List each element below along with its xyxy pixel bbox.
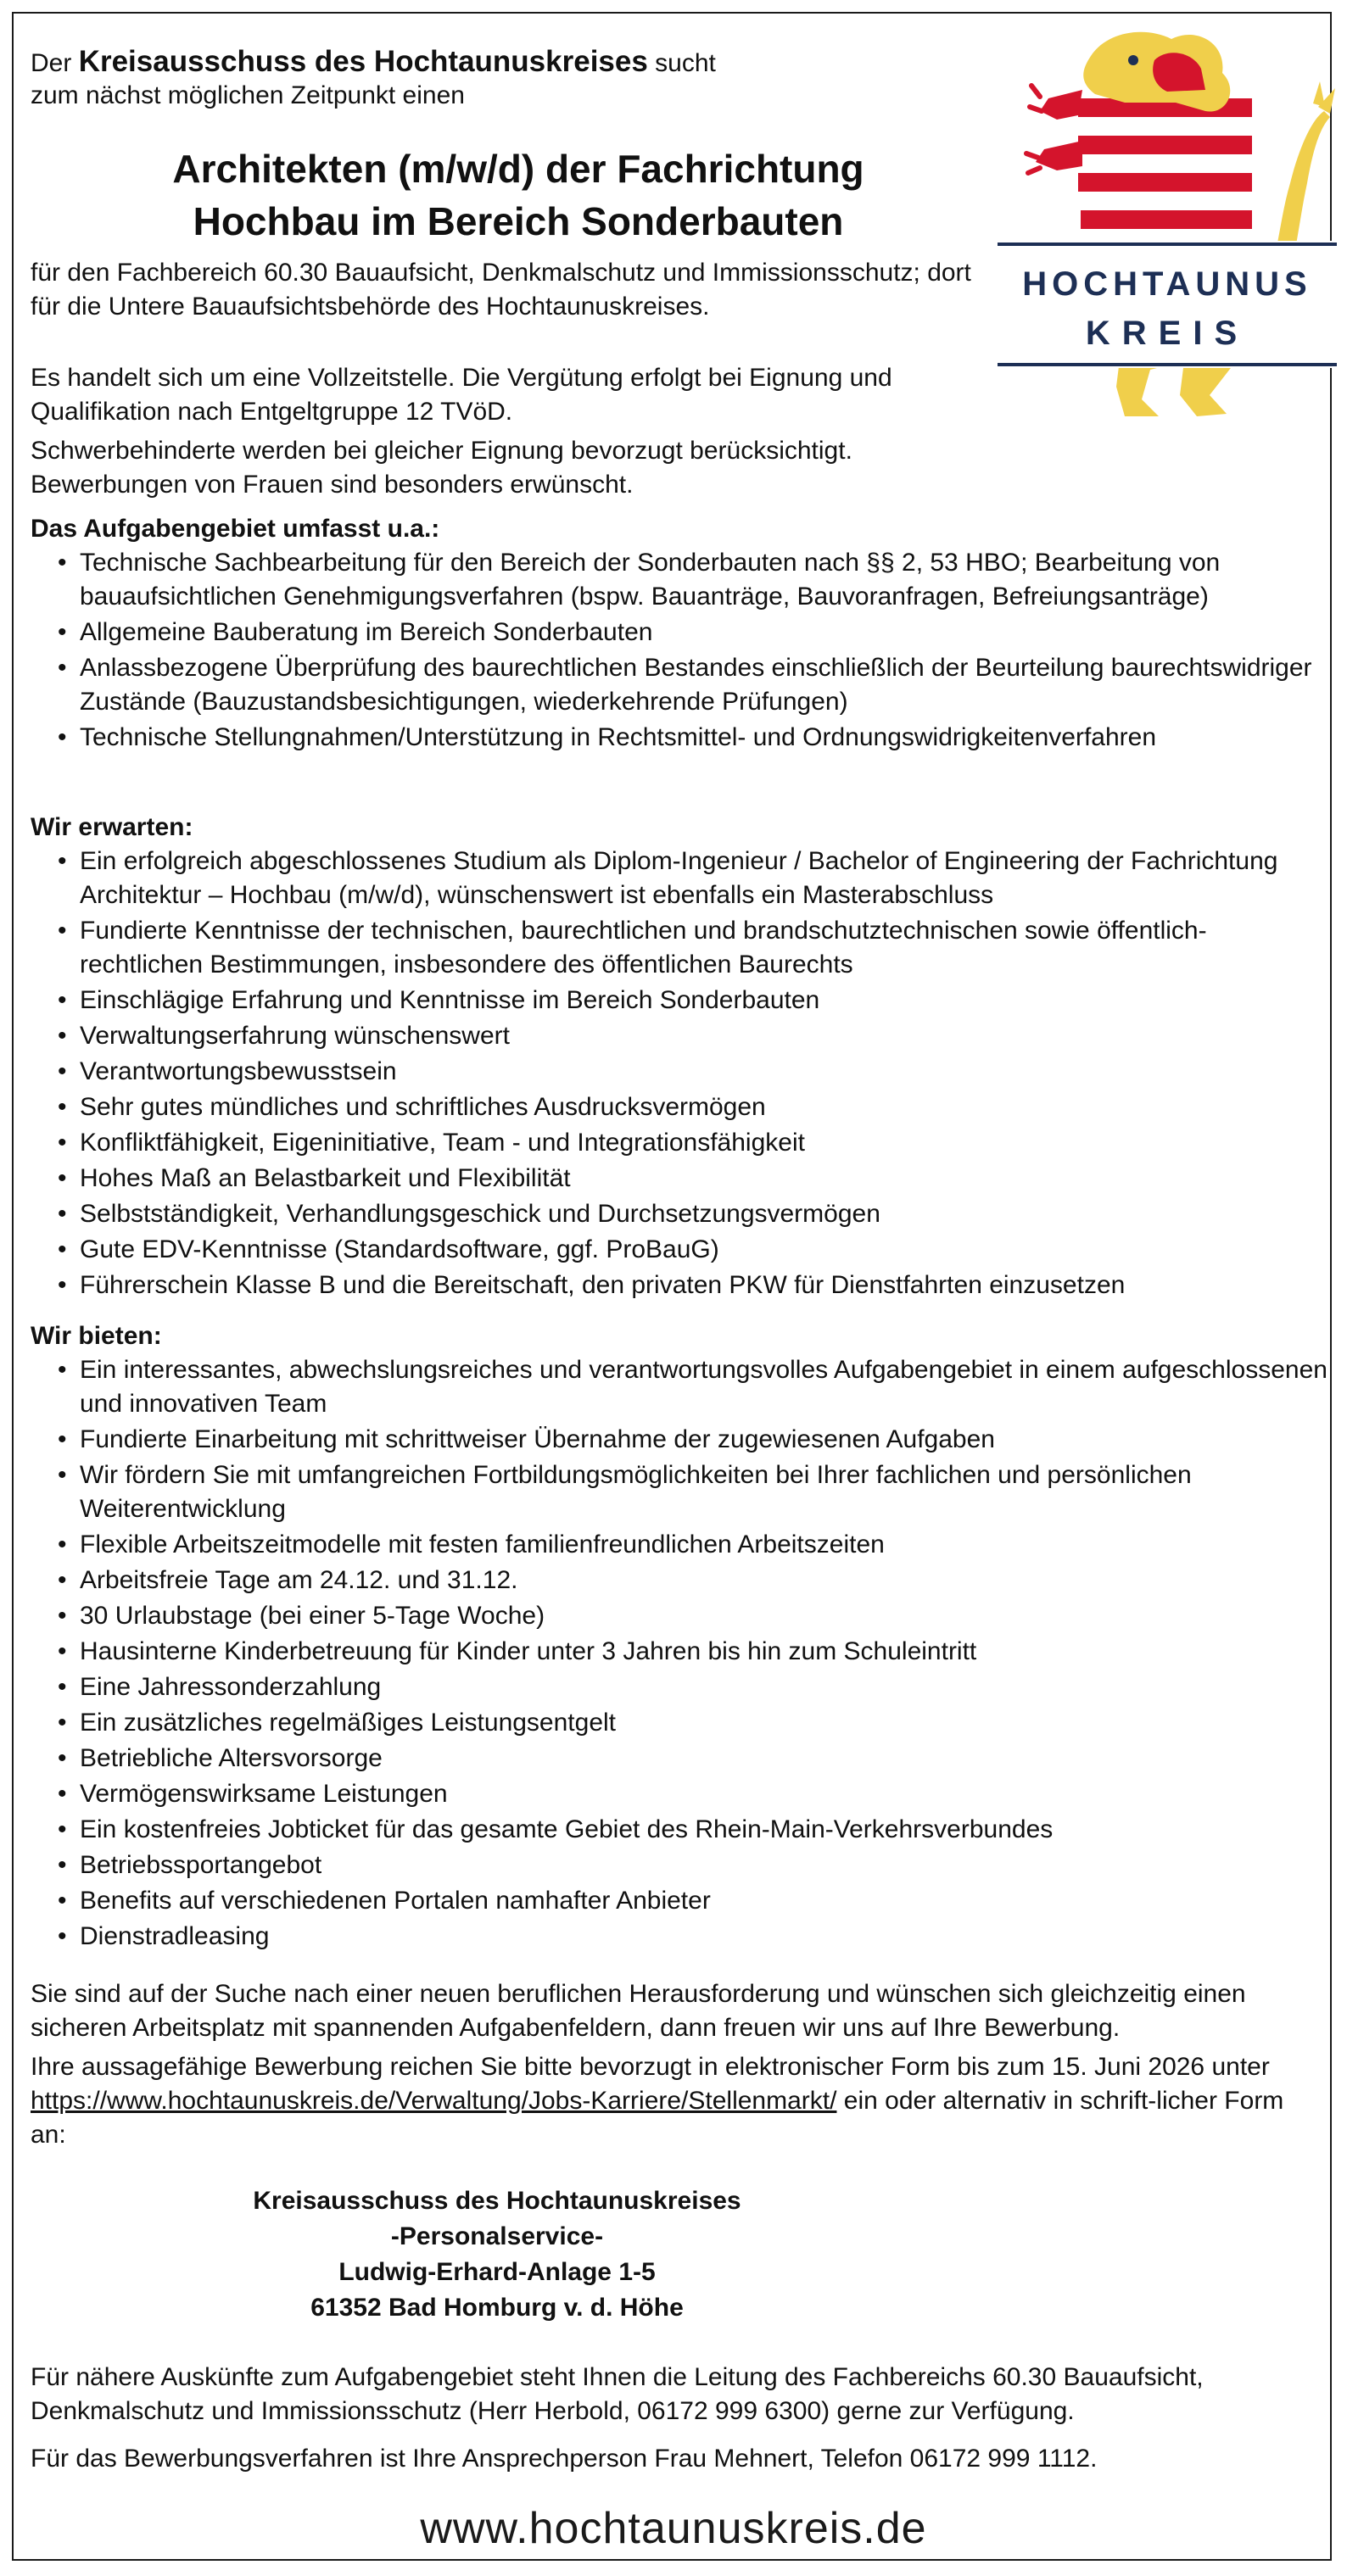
- intro-org: Kreisausschuss des Hochtaunuskreises: [78, 45, 648, 78]
- list-item: • Dienstradleasing: [80, 1920, 1328, 1954]
- list-item: • Ein erfolgreich abgeschlossenes Studium als Diplom-Ingenieur / Bachelor of Engineering der Fachrichtung Architektur – Hochbau (m/w/d), wünschenswert ist ebenfalls ein Masterabschluss: [80, 845, 1328, 912]
- logo-line1: HOCHTAUNUS: [1022, 265, 1312, 303]
- contact-info-paragraph: Für nähere Auskünfte zum Aufgabengebiet steht Ihnen die Leitung des Fachbereichs 60.30 Bauaufsicht, Denkmalschutz und Immissionsschutz (Herr Herbold, 06172 999 6300) gerne zur Verfügung.: [31, 2363, 1204, 2425]
- logo-line2: KREIS: [1085, 315, 1249, 352]
- intro: [31, 46, 964, 112]
- list-item: • Ein zusätzliches regelmäßiges Leistungsentgelt: [80, 1706, 1328, 1740]
- list-item: • Ein kostenfreies Jobticket für das gesamte Gebiet des Rhein-Main-Verkehrsverbundes: [80, 1813, 1328, 1847]
- address-line4: 61352 Bad Homburg v. d. Höhe: [310, 2294, 684, 2322]
- hochtaunuskreis-logo: [998, 22, 1337, 429]
- list-item: • Benefits auf verschiedenen Portalen namhafter Anbieter: [80, 1884, 1328, 1918]
- careers-link[interactable]: https://www.hochtaunuskreis.de/Verwaltung/Jobs-Karriere/Stellenmarkt/: [31, 2087, 837, 2115]
- list-item: • Flexible Arbeitszeitmodelle mit festen familienfreundlichen Arbeitszeiten: [80, 1528, 1328, 1562]
- list-item: • Technische Sachbearbeitung für den Bereich der Sonderbauten nach §§ 2, 53 HBO; Bearbeitung von bauaufsichtlichen Genehmigungsverfahren (bspw. Bauanträge, Bauvoranfragen, Befreiungsanträge): [80, 546, 1328, 614]
- list-item: • Arbeitsfreie Tage am 24.12. und 31.12.: [80, 1564, 1328, 1597]
- job-title: [31, 142, 1006, 248]
- list-item: • Gute EDV-Kenntnisse (Standardsoftware, ggf. ProBauG): [80, 1233, 1328, 1267]
- offer-heading: Wir bieten:: [31, 1322, 162, 1350]
- closing-paragraph: Sie sind auf der Suche nach einer neuen beruflichen Herausforderung und wünschen sich gleichzeitig einen sicheren Arbeitsplatz mit spannenden Aufgabenfeldern, dann freuen wir uns auf Ihre Bewerbung.: [31, 1980, 1246, 2042]
- apply-text-before: Ihre aussagefähige Bewerbung reichen Sie bitte bevorzugt in elektronischer Form bis zum 15. Juni 2026 unter: [31, 2053, 1270, 2081]
- list-item: • Konfliktfähigkeit, Eigeninitiative, Team - und Integrationsfähigkeit: [80, 1126, 1328, 1160]
- job-advertisement: [12, 12, 1332, 2561]
- list-item: • Betriebliche Altersvorsorge: [80, 1742, 1328, 1776]
- list-item: • Allgemeine Bauberatung im Bereich Sonderbauten: [80, 616, 1328, 650]
- expect-section: [31, 811, 1328, 1304]
- footer-website-link[interactable]: www.hochtaunuskreis.de: [420, 2504, 927, 2553]
- tasks-section: [31, 512, 1328, 756]
- expect-list: [31, 845, 1328, 1302]
- list-item: • Verwaltungserfahrung wünschenswert: [80, 1019, 1328, 1053]
- list-item: • Wir fördern Sie mit umfangreichen Fortbildungsmöglichkeiten bei Ihrer fachlichen und persönlichen Weiterentwicklung: [80, 1458, 1328, 1526]
- diversity-paragraph: Schwerbehinderte werden bei gleicher Eignung bevorzugt berücksichtigt. Bewerbungen von Frauen sind besonders erwünscht.: [31, 437, 852, 499]
- expect-heading: Wir erwarten:: [31, 813, 193, 841]
- list-item: • Hohes Maß an Belastbarkeit und Flexibilität: [80, 1162, 1328, 1196]
- apply-paragraph: [31, 2050, 1320, 2152]
- job-title-line1: Architekten (m/w/d) der Fachrichtung: [172, 147, 864, 191]
- offer-section: [31, 1319, 1328, 1955]
- postal-address: [31, 2184, 964, 2327]
- intro-prefix: Der: [31, 49, 79, 77]
- list-item: • Hausinterne Kinderbetreuung für Kinder unter 3 Jahren bis hin zum Schuleintritt: [80, 1635, 1328, 1669]
- list-item: • Anlassbezogene Überprüfung des baurechtlichen Bestandes einschließlich der Beurteilung baurechtswidriger Zustände (Bauzustandsbesichtigungen, wiederkehrende Prüfungen): [80, 651, 1328, 719]
- contact-process-paragraph: Für das Bewerbungsverfahren ist Ihre Ansprechperson Frau Mehnert, Telefon 06172 999 1112.: [31, 2445, 1098, 2473]
- list-item: • Führerschein Klasse B und die Bereitschaft, den privaten PKW für Dienstfahrten einzusetzen: [80, 1268, 1328, 1302]
- list-item: • Eine Jahressonderzahlung: [80, 1670, 1328, 1704]
- tasks-list: [31, 546, 1328, 755]
- list-item: • Verantwortungsbewusstsein: [80, 1055, 1328, 1089]
- position-paragraph: Es handelt sich um eine Vollzeitstelle. Die Vergütung erfolgt bei Eignung und Qualifikation nach Entgeltgruppe 12 TVöD.: [31, 364, 892, 426]
- list-item: • Betriebssportangebot: [80, 1848, 1328, 1882]
- list-item: • Technische Stellungnahmen/Unterstützung in Rechtsmittel- und Ordnungswidrigkeitenverfahren: [80, 721, 1328, 755]
- apply-text-after: ein oder alternativ in schrift-licher Form an:: [31, 2087, 1284, 2149]
- offer-list: [31, 1353, 1328, 1954]
- list-item: • Einschlägige Erfahrung und Kenntnisse im Bereich Sonderbauten: [80, 984, 1328, 1018]
- list-item: • Selbstständigkeit, Verhandlungsgeschick und Durchsetzungsvermögen: [80, 1197, 1328, 1231]
- list-item: • Fundierte Einarbeitung mit schrittweiser Übernahme der zugewiesenen Aufgaben: [80, 1423, 1328, 1457]
- address-line3: Ludwig-Erhard-Anlage 1-5: [338, 2258, 656, 2286]
- list-item: • Vermögenswirksame Leistungen: [80, 1777, 1328, 1811]
- address-line1: Kreisausschuss des Hochtaunuskreises: [253, 2187, 741, 2215]
- list-item: • 30 Urlaubstage (bei einer 5-Tage Woche): [80, 1599, 1328, 1633]
- intro-suffix: sucht: [647, 49, 716, 77]
- lion-crest-icon: [998, 22, 1337, 429]
- address-line2: -Personalservice-: [390, 2222, 604, 2250]
- department-paragraph: für den Fachbereich 60.30 Bauaufsicht, Denkmalschutz und Immissionsschutz; dort für die Untere Bauaufsichtsbehörde des Hochtaunuskreises.: [31, 259, 971, 321]
- intro-line2: zum nächst möglichen Zeitpunkt einen: [31, 81, 465, 109]
- list-item: • Fundierte Kenntnisse der technischen, baurechtlichen und brandschutztechnischen sowie öffentlich-rechtlichen Bestimmungen, insbesondere des öffentlichen Baurechts: [80, 914, 1328, 982]
- list-item: • Ein interessantes, abwechslungsreiches und verantwortungsvolles Aufgabengebiet in einem aufgeschlossenen und innovativen Team: [80, 1353, 1328, 1421]
- job-title-line2: Hochbau im Bereich Sonderbauten: [193, 199, 844, 243]
- list-item: • Sehr gutes mündliches und schriftliches Ausdrucksvermögen: [80, 1090, 1328, 1124]
- tasks-heading: Das Aufgabengebiet umfasst u.a.:: [31, 515, 440, 543]
